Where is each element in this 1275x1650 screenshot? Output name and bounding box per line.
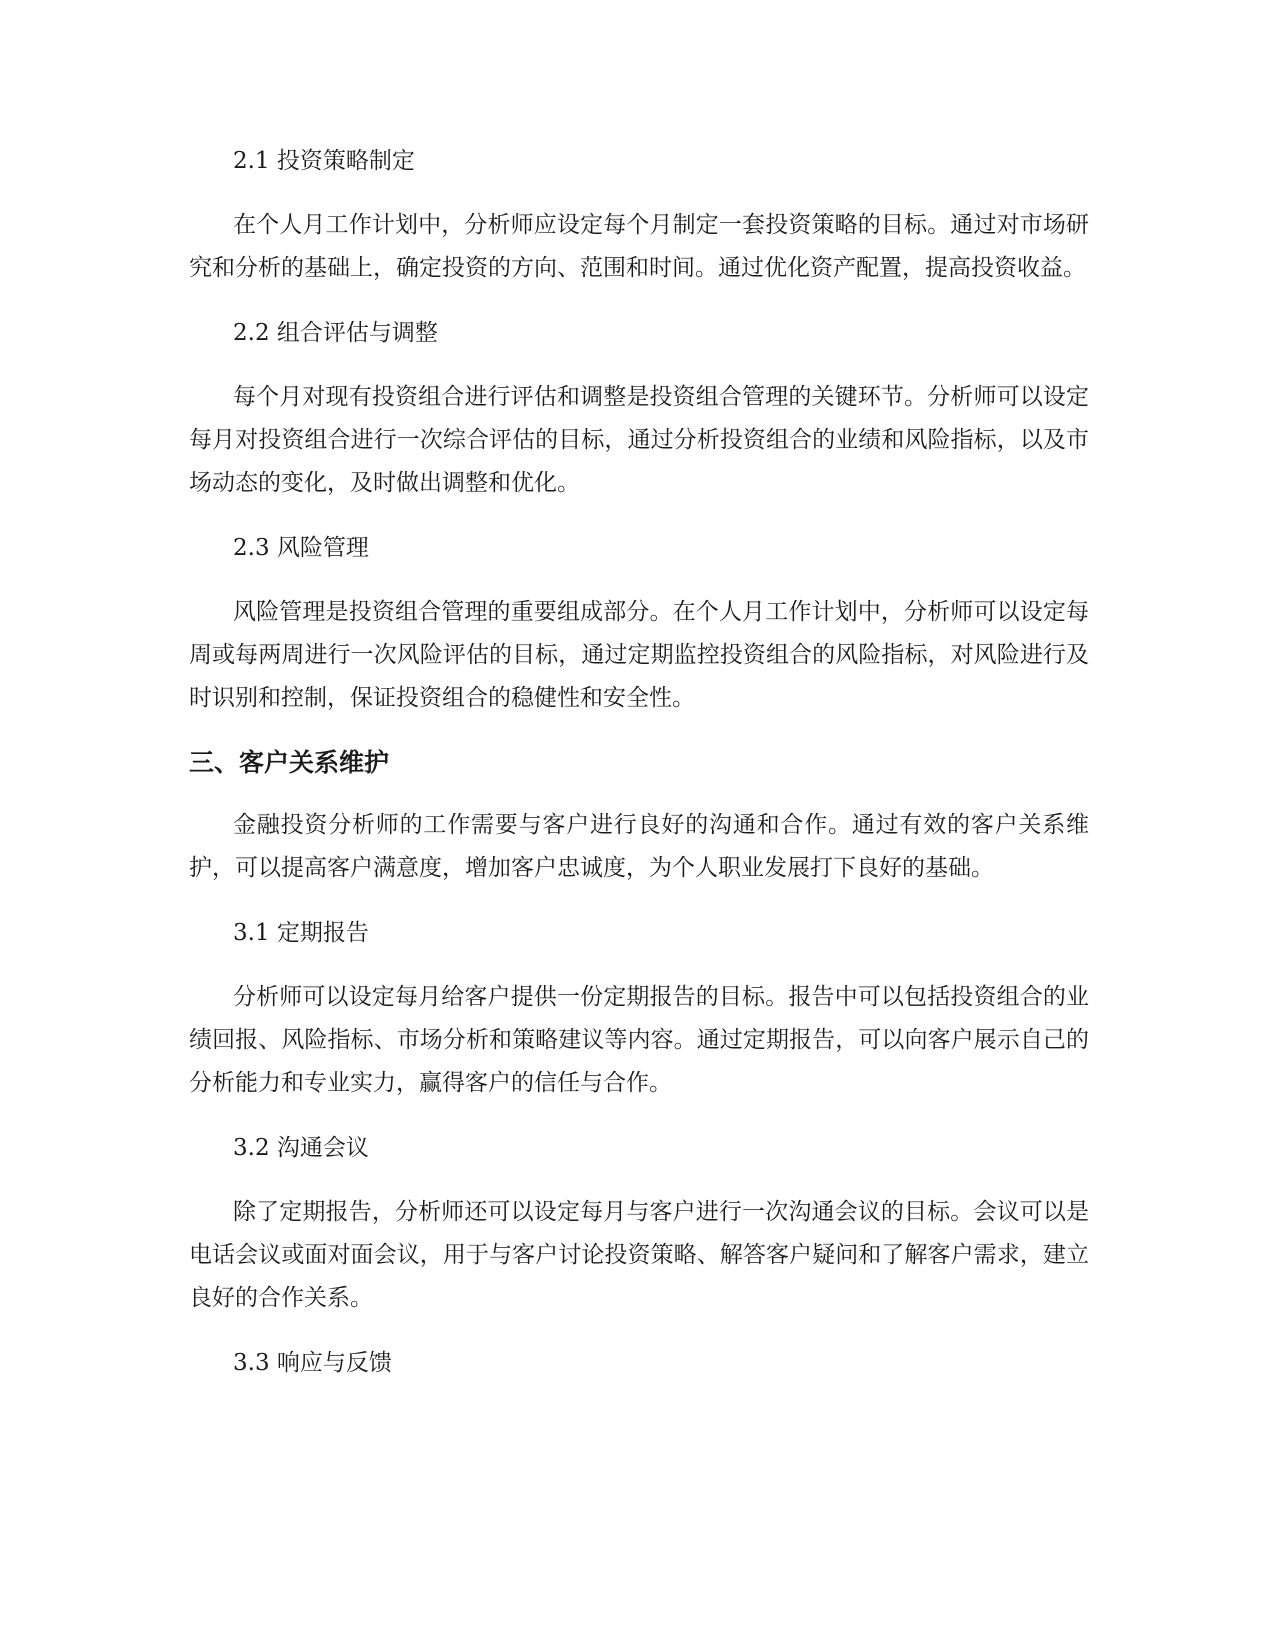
subheading-3-2: 3.2 沟通会议 bbox=[233, 1135, 369, 1161]
paragraph-client-relations: 金融投资分析师的工作需要与客户进行良好的沟通和合作。通过有效的客户关系维护，可以提高客户满意度，增加客户忠诚度，为个人职业发展打下良好的基础。 bbox=[189, 812, 1089, 881]
subheading-3-1: 3.1 定期报告 bbox=[233, 920, 369, 946]
paragraph-regular-report: 分析师可以设定每月给客户提供一份定期报告的目标。报告中可以包括投资组合的业绩回报、风险指标、市场分析和策略建议等内容。通过定期报告，可以向客户展示自己的分析能力和专业实力，赢得客户的信任与合作。 bbox=[189, 984, 1089, 1096]
paragraph-risk-management: 风险管理是投资组合管理的重要组成部分。在个人月工作计划中，分析师可以设定每周或每两周进行一次风险评估的目标，通过定期监控投资组合的风险指标，对风险进行及时识别和控制，保证投资组合的稳健性和安全性。 bbox=[189, 599, 1089, 711]
document-body bbox=[189, 140, 1089, 1406]
paragraph-communication-meeting: 除了定期报告，分析师还可以设定每月与客户进行一次沟通会议的目标。会议可以是电话会议或面对面会议，用于与客户讨论投资策略、解答客户疑问和了解客户需求，建立良好的合作关系。 bbox=[189, 1199, 1089, 1311]
paragraph-portfolio-evaluation: 每个月对现有投资组合进行评估和调整是投资组合管理的关键环节。分析师可以设定每月对投资组合进行一次综合评估的目标，通过分析投资组合的业绩和风险指标，以及市场动态的变化，及时做出调整和优化。 bbox=[189, 384, 1089, 496]
section-heading-3: 三、客户关系维护 bbox=[189, 748, 390, 777]
subheading-3-3: 3.3 响应与反馈 bbox=[233, 1350, 392, 1376]
paragraph-investment-strategy: 在个人月工作计划中，分析师应设定每个月制定一套投资策略的目标。通过对市场研究和分析的基础上，确定投资的方向、范围和时间。通过优化资产配置，提高投资收益。 bbox=[189, 212, 1089, 281]
subheading-2-1: 2.1 投资策略制定 bbox=[233, 148, 415, 174]
subheading-2-2: 2.2 组合评估与调整 bbox=[233, 320, 438, 346]
subheading-2-3: 2.3 风险管理 bbox=[233, 535, 369, 561]
